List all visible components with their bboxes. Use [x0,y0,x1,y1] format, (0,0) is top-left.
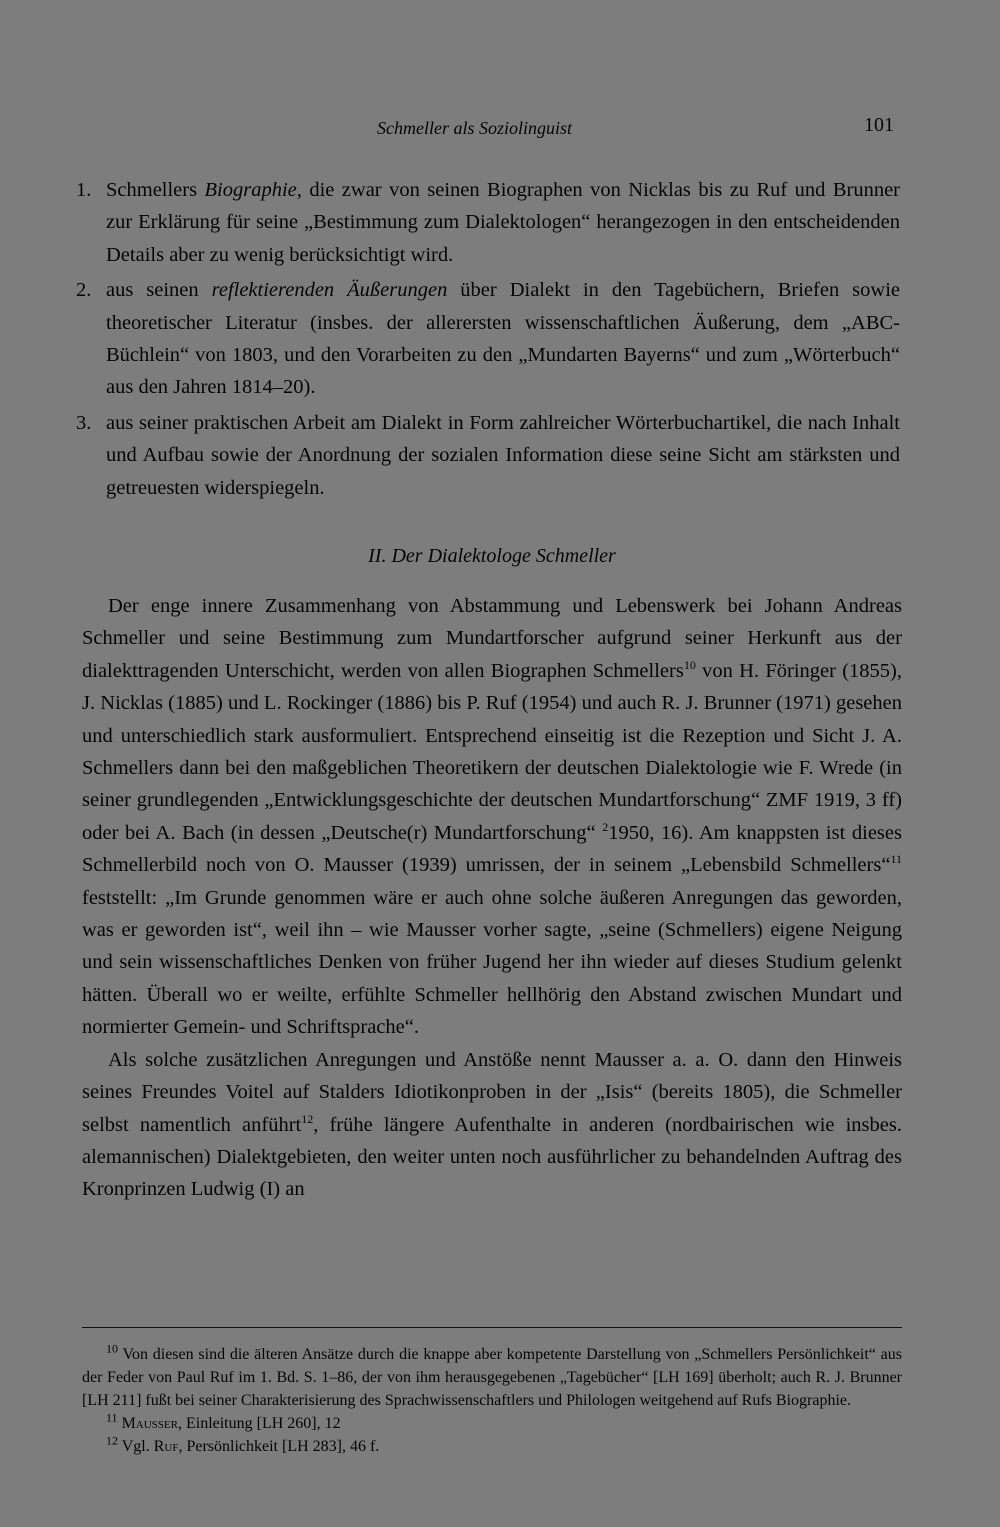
footnote-ref: 10 [683,657,696,672]
paragraph-text: Der enge innere Zusammenhang von Abstammung und Lebenswerk bei Johann Andreas Schmeller und seine Bestimmung zum Mundartforscher aufgrund seiner Herkunft aus der dialekttragenden Unterschicht, werden von allen Biographen Schmellers [82,595,902,682]
numbered-list [70,174,900,507]
paragraph-text: 1950, 16). Am knappsten ist dieses Schmellerbild noch von O. Mausser (1939) umrissen, der in seinem „Lebensbild Schmellers“ [82,821,902,877]
footnote-author: Mausser [121,1415,178,1432]
list-item-text: die zwar von seinen Biographen von Nicklas bis zu Ruf und Brunner zur Erklärung für seine „Bestimmung zum Dialektologen“ herangezogen in den entscheidenden Details aber zu wenig berücksichtigt wird. [106,179,900,266]
page-header [82,114,902,144]
list-item [70,407,900,504]
paragraph [82,590,902,1044]
footnote-text: Vgl. [118,1438,154,1455]
body-text [82,590,902,1206]
section-heading: II. Der Dialektologe Schmeller [368,545,616,567]
footnote-text: , Persönlichkeit [LH 283], 46 f. [178,1438,380,1455]
paragraph-text: von H. Föringer (1855), J. Nicklas (1885) und L. Rockinger (1886) bis P. Ruf (1954) und auch R. J. Brunner (1971) gesehen und unterschiedlich stark ausformuliert. Entsprechend einseitig ist die Rezeption und Sicht J. A. Schmellers dann bei den maßgeblichen Theoretikern der deutschen Dialektologie wie F. Wrede (in seiner grundlegenden „Entwicklungsgeschichte der deutschen Mundartforschung“ ZMF 1919, 3 ff) oder bei A. Bach (in dessen „Deutsche(r) Mundartforschung“ [82,659,902,844]
edition-superscript: 2 [602,820,609,835]
footnote-number: 11 [106,1410,118,1425]
list-item [70,274,900,404]
list-item-text: aus seiner praktischen Arbeit am Dialekt in Form zahlreicher Wörterbuchartikel, die nach Inhalt und Aufbau sowie der Anordnung der sozialen Information diese seine Sicht am stärksten und getreuesten widerspiegeln. [106,411,900,499]
footnote-number: 10 [106,1341,118,1356]
footnote-number: 12 [106,1433,118,1448]
page-number: 101 [864,114,894,136]
paragraph-text: Als solche zusätzlichen Anregungen und Anstöße nennt Mausser a. a. O. dann den Hinweis seines Freundes Voitel auf Stalders Idiotikonproben in der „Isis“ (bereits 1805), die Schmeller selbst namentlich anführt [82,1048,902,1136]
paragraph-text: feststellt: „Im Grunde genommen wäre er auch ohne solche äußeren Anregungen das geworden, was er geworden ist“, weil ihn – wie Mausser vorher sagte, „seine (Schmellers) eigene Neigung und sein wissenschaftliches Denken von früher Jugend her ihn wieder auf dieses Studium gelenkt hätten. Überall wo er weilte, erfühlte Schmeller hellhörig den Abstand zwischen Mundart und normierter Gemein- und Schriftsprache“. [82,886,902,1039]
footnote [82,1435,902,1458]
footnotes [82,1343,902,1458]
list-item-number: 3. [76,411,92,434]
list-item-emphasis: Biographie, [204,179,302,201]
footnote [82,1343,902,1412]
list-item-emphasis: reflektierenden Äußerungen [211,279,448,302]
footnote-text: , Einleitung [LH 260], 12 [177,1415,341,1432]
footnote [82,1412,902,1435]
list-item-number: 1. [76,179,92,201]
running-title: Schmeller als Soziolinguist [377,118,572,138]
list-item-text: Schmellers [106,179,205,201]
footnote-author: Ruf [153,1438,179,1455]
paragraph [82,1044,902,1206]
paragraph-text: , frühe längere Aufenthalte in anderen (nordbairischen wie insbes. alemannischen) Dialektgebieten, den weiter unten noch ausführlicher zu behandelnden Auftrag des Kronprinzen Ludwig (I) an [82,1113,902,1201]
footnote-text: Von diesen sind die älteren Ansätze durch die knappe aber kompetente Darstellung von „Schmellers Persönlichkeit“ aus der Feder von Paul Ruf im 1. Bd. S. 1–86, der von ihm herausgegebenen „Tagebücher“ [LH 169] überholt; auch R. J. Brunner [LH 211] fußt bei seiner Charakterisierung des Sprachwissenschaftlers und Philologen weitgehend auf Rufs Biographie. [82,1346,902,1409]
footnote-ref: 11 [890,852,902,867]
footnote-divider [82,1327,902,1328]
list-item [70,174,900,271]
list-item-text: aus seinen [106,279,212,302]
list-item-text: über Dialekt in den Tagebüchern, Briefen sowie theoretischer Literatur (insbes. der allerersten wissenschaftlichen Äußerung, dem „ABC-Büchlein“ von 1803, und den Vorarbeiten zu den „Mundarten Bayerns“ und zum „Wörterbuch“ aus den Jahren 1814–20). [106,279,900,399]
footnote-ref: 12 [301,1111,314,1126]
list-item-number: 2. [76,279,92,302]
